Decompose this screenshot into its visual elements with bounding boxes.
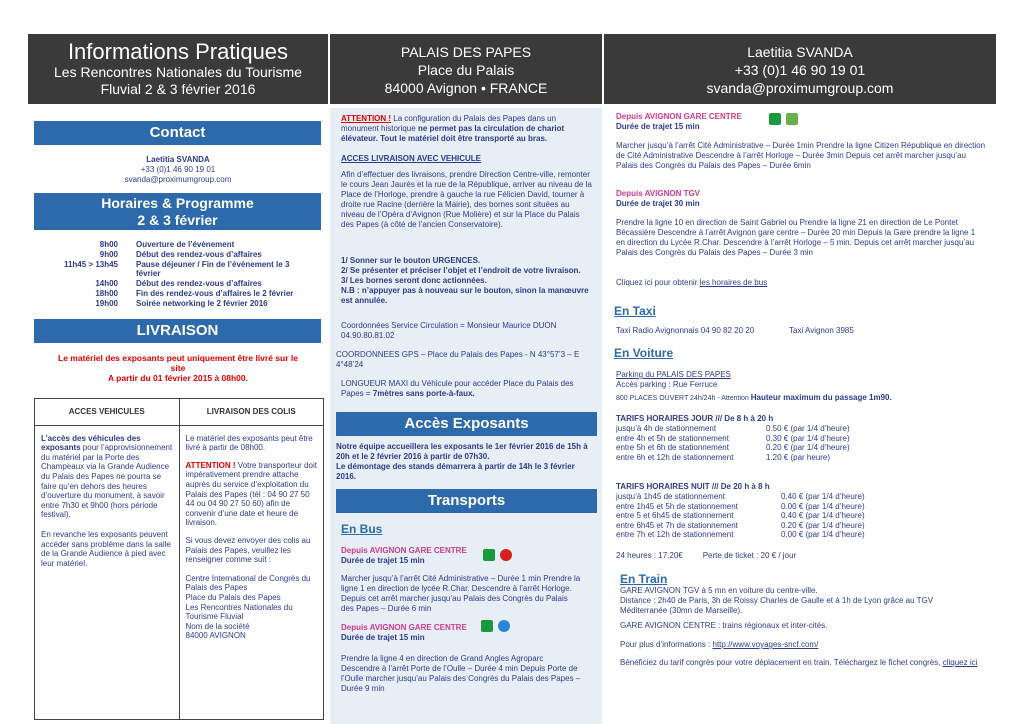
tarif-row: entre 5 et 6h45 de stationnement 0.40 € (par 1/4 d’heure) (616, 511, 865, 520)
event-subtitle: Les Rencontres Nationales du Tourisme (54, 64, 302, 80)
parking-capacity: 800 PLACES OUVERT 24h/24h - Attention Hauteur maximum du passage 1m90. (616, 393, 892, 402)
col3-route-1: Depuis AVIGNON GARE CENTRE Durée de trajet 15 min (616, 112, 742, 131)
tarif-row: entre 1h45 et 5h de stationnement 0.00 € (par 1/4 d’heure) (616, 501, 865, 511)
column-right (604, 108, 996, 724)
bus-route-2: Depuis AVIGNON GARE CENTRE Durée de trajet 15 min (341, 623, 467, 642)
voiture-heading: En Voiture (614, 346, 674, 360)
train-heading: En Train (620, 572, 668, 586)
venue-name: PALAIS DES PAPES (400, 44, 532, 60)
shipping-address: Centre International de Congrès du Palais des Papes Place du Palais des Papes Les Rencontres Nationales du Tourisme Fluvial Nom de la société 84000 AVIGNON (185, 573, 311, 641)
bus-icon (483, 549, 495, 561)
header-venue (330, 34, 602, 104)
parking-block: Parking du PALAIS DES PAPES Accès parking : Rue Ferruce (616, 370, 731, 389)
tarif-row: entre 6h45 et 7h de stationnement 0.20 € (par 1/4 d’heure) (616, 520, 865, 530)
tarif-row: entre 7h et 12h de stationnement 0.00 € (par 1/4 d’heure) (616, 530, 865, 539)
contact-mail[interactable]: svanda@proximumgroup.com (124, 175, 232, 184)
sncf-info: Pour plus d’informations : http://www.voyages-sncf.com/ (620, 640, 819, 649)
venue-city: 84000 Avignon • FRANCE (384, 80, 548, 96)
taxi-heading: En Taxi (614, 304, 656, 318)
attention-block: ATTENTION ! La configuration du Palais des Papes dans un monument historique ne permet pas la circulation de chariot élévateur. Tout le matériel doit être transporté au bras. (341, 114, 565, 143)
livraison-table (34, 398, 324, 720)
col3-route-2: Depuis AVIGNON TGV Durée de trajet 30 min (616, 189, 701, 208)
train-info: GARE AVIGNON TGV à 5 mn en voiture du centre-ville. Distance : 2h40 de Paris, 3h de Roissy Charles de Gaulle et à 1h de Lyon grâce au TGV Méditerranée (30mn de Marseille). (620, 586, 934, 615)
programme-dates: 2 & 3 février (137, 212, 218, 228)
train-regional: GARE AVIGNON CENTRE : trains régionaux et inter-cités. (620, 621, 828, 630)
ticket-prices: 24 heures : 17.20€ Perte de ticket : 20 € / jour (616, 551, 797, 560)
livraison-vehicule-heading: ACCES LIVRAISON AVEC VEHICULE (341, 154, 482, 163)
event-dates: Fluvial 2 & 3 février 2016 (100, 81, 256, 97)
bus-route-1: Depuis AVIGNON GARE CENTRE Durée de trajet 15 min (341, 546, 467, 565)
programme-schedule (28, 240, 328, 309)
contact-block (28, 155, 328, 185)
schedule-row: 8h00 Ouverture de l’évènement (99, 240, 235, 249)
bus-heading: En Bus (341, 522, 383, 536)
header-event (28, 34, 328, 104)
longueur-maxi: LONGUEUR MAXI du Véhicule pour accéder Place du Palais des Papes = 7mètres sans porte-à-faux. (341, 379, 574, 398)
tarif-row: entre 6h et 12h de stationnement 1.20 € (par heure) (616, 452, 831, 462)
exposants-heading: Accès Exposants (336, 412, 597, 436)
transports-heading: Transports (336, 489, 597, 513)
programme-title: Horaires & Programme (101, 195, 254, 211)
tarif-congres: Bénéficiez du tarif congrès pour votre déplacement en train. Téléchargez le fichet congrès, cliquez ici (620, 658, 978, 667)
livraison-notice: Le matériel des exposants peut uniquement être livré sur le site A partir du 01 février 2015 à 08h00. (58, 353, 298, 383)
livraison-steps: 1/ Sonner sur le bouton URGENCES. 2/ Se présenter et préciser l’objet et l’endroit de votre livraison. 3/ Les bornes seront donc actionnées. N.B : n’appuyer pas à nouveau sur le bouton, sinon la manœuvre est annulée. (341, 256, 589, 305)
taxi-radio: Taxi Radio Avignonnais 04 90 82 20 20 (616, 326, 755, 335)
taxi-avignon: Taxi Avignon 3985 (789, 326, 854, 335)
tarif-row: jusqu’à 1h45 de stationnement 0.40 € (par 1/4 d’heure) (616, 492, 865, 501)
programme-heading (34, 193, 321, 230)
livraison-heading: LIVRAISON (34, 319, 321, 343)
contact-heading: Contact (34, 121, 321, 145)
col3-route-2-text: Prendre la ligne 10 en direction de Saint Gabriel ou Prendre la ligne 21 en direction de Le Pontet Bécassière Descendre à l’arrêt Avignon gare centre – Durée 20 min Depuis la Gare prendre la ligne 1 en direction du Lycée R.Char. Descendre à l’arrêt Horloge – 5 min. Depuis cet arrêt marcher jusqu’au Palais des Congrès du Palais des Papes – Durée 3 min (616, 218, 976, 257)
tarifs-jour: TARIFS HORAIRES JOUR /// De 8 h à 20 h jusqu’à 4h de stationnement 0.50 € (par 1/4 d’heure) entre 4h et 5h de stationnement 0.30 € (par 1/4 d’heure) entre 5h et 6h de stationnement 0.20 € (par 1/4 d’heure) entre 6h et 12h de stationnement 1.20 € (par heure) (616, 414, 986, 462)
schedule-row: 9h00 Début des rendez-vous d’affaires (99, 249, 262, 259)
bus-route-1-text: Marcher jusqu’à l’arrêt Cité Administrative – Durée 1 min Prendre la ligne 1 en direction de lycée R.Char. Descendre à l’arrêt Horloge. Depuis cet arrêt marcher jusqu’au Palais des Congrès du Palais des Papes – Durée 6 min (341, 574, 581, 613)
contact-person: Laetitia SVANDA (146, 155, 210, 164)
cell-vehicules: L’accès des véhicules des exposants pour l’approvisionnement du matériel par la Porte des Champeaux via la Grande Audience du Palais des Papes ne pourra se faire qu’en dehors des heures d’ouverture du monument, à savoir entre 7h30 et 9h00 (hors période festival). En revanche les exposants peuvent accéder sans problème dans la salle de la Grande Audience à pied avec leur matériel. (35, 425, 180, 719)
table-head-vehicules: ACCES VEHICULES (35, 399, 180, 426)
livraison-directions: Afin d’effectuer des livraisons, prendre Direction Centre-ville, remonter le cours Jean Jaurès et la rue de la République, arriver au niveau de la Place de l’Horloge, prendre à gauche la rue Félicien David, tourner à droite rue Racine (derrière la Mairie), des bornes sont situées au niveau de l’Opéra d’Avignon (Rue Molière) et sur la Place du Palais des Papes (à côté de l’ancien Conservatoire). (341, 170, 592, 229)
contact-name: Laetitia SVANDA (747, 44, 853, 60)
tram-icon (786, 113, 798, 125)
table-head-colis: LIVRAISON DES COLIS (179, 399, 324, 426)
gps-coordinates: COORDONNEES GPS – Place du Palais des Papes - N 43°57’3 – E 4°48’24 (336, 350, 580, 369)
info-icon (500, 549, 512, 561)
venue-street: Place du Palais (417, 62, 515, 78)
contact-phone: +33 (0)1 46 90 19 01 (734, 62, 866, 78)
service-circulation: Coordonnées Service Circulation = Monsieur Maurice DUON 04.90.80.81.02 (341, 321, 557, 340)
schedule-row: 19h00 Soirée networking le 2 février 2016 (95, 298, 268, 308)
bus-icon (481, 620, 493, 632)
header-contact (604, 34, 996, 104)
bus-schedule-link: Cliquez ici pour obtenir les horaires de bus (616, 278, 768, 287)
column-middle (330, 108, 602, 724)
tarif-row: entre 4h et 5h de stationnement 0.30 € (par 1/4 d’heure) (616, 433, 850, 443)
contact-tel: +33 (0)1 46 90 19 01 (140, 165, 216, 174)
tarifs-nuit: TARIFS HORAIRES NUIT /// De 20 h à 8 h jusqu’à 1h45 de stationnement 0.40 € (par 1/4 d’heure) entre 1h45 et 5h de stationnement 0.00 € (par 1/4 d’heure) entre 5 et 6h45 de stationnement 0.40 € (par 1/4 d’heure) entre 6h45 et 7h de stationnement 0.20 € (par 1/4 d’heure) entre 7h et 12h de stationnement 0.00 € (par 1/4 d’heure) (616, 482, 986, 540)
column-left (28, 112, 328, 724)
bus-route-2-text: Prendre la ligne 4 en direction de Grand Angles Agroparc Descendre à l’arrêt Porte de l’Oulle – Durée 4 min Depuis Porte de l’Oulle marcher jusqu’au Palais des Congrès du Palais des Papes – Durée 9 min (341, 654, 581, 693)
schedule-row: 14h00 Début des rendez-vous d’affaires (95, 279, 262, 289)
page-title: Informations Pratiques (67, 39, 289, 64)
col3-route-1-text: Marcher jusqu’à l’arrêt Cité Administrative – Durée 1min Prendre la ligne Citizen République en direction de Cité Administrative Descendre à l’arrêt Horloge – Durée 3min Depuis cet arrêt marcher jusqu’au Palais des Congrès du Palais des Papes – Durée 6min (616, 141, 986, 170)
sncf-link[interactable]: http://www.voyages-sncf.com/ (712, 640, 819, 649)
tarif-row: entre 5h et 6h de stationnement 0.20 € (par 1/4 d’heure) (616, 443, 850, 452)
horaires-bus-link[interactable]: les horaires de bus (699, 278, 768, 287)
bus-icon (769, 113, 781, 125)
exposants-text: Notre équipe accueillera les exposants le 1er février 2016 de 15h à 20h et le 2 février 2016 à partir de 07h30. Le démontage des stands démarrera à partir de 14h le 3 février 2016. (336, 442, 588, 481)
fichet-link[interactable]: cliquez ici (942, 658, 978, 667)
info-icon (498, 620, 510, 632)
schedule-row: 18h00 Fin des rendez-vous d’affaires le 2 février (95, 288, 294, 298)
schedule-row: 11h45 > 13h45 Pause déjeuner / Fin de l’évènement le 3 février (63, 259, 290, 279)
contact-email[interactable]: svanda@proximumgroup.com (706, 80, 894, 96)
tarif-row: jusqu’à 4h de stationnement 0.50 € (par 1/4 d’heure) (616, 424, 850, 433)
cell-colis: Le matériel des exposants peut être livré à partir de 08h00. ATTENTION ! Votre transporteur doit impérativement prendre attache auprès du service d’exploitation du Palais des Papes (tél : 04 90 27 50 44 ou 04 90 27 50 60) afin de convenir d’une date et heure de livraison. Si vous devez envoyer des colis au Palais des Papes, veuillez les renseigner comme suit : Centre International de Congrès du Palais des Papes Place du Palais des Papes Les Rencontres Nationales du Tourisme Fluvial Nom de la société 84000 AVIGNON (179, 425, 324, 719)
